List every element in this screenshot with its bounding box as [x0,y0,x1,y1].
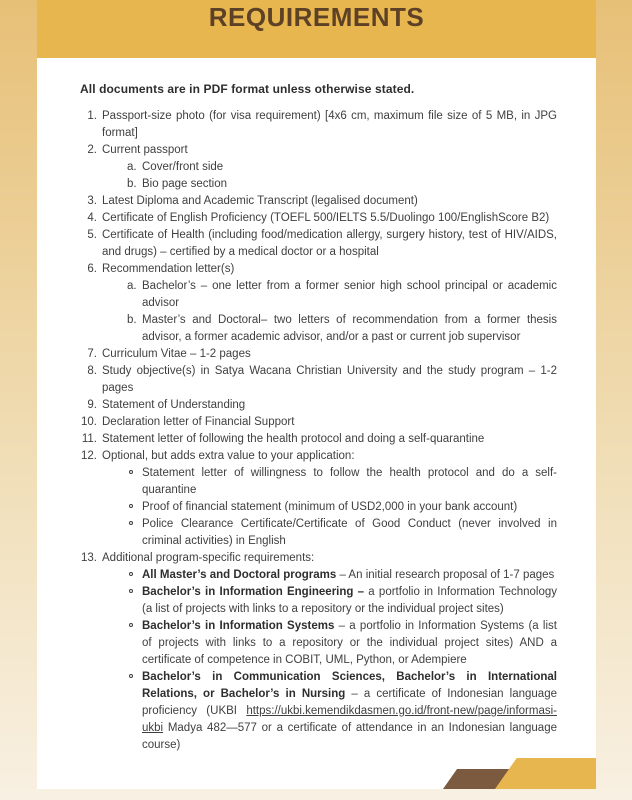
sub-list-item [127,584,557,618]
item-text [102,448,557,465]
ukbi-link[interactable]: https://ukbi.kemendikdasmen.go.id/front-new/page/informasi-ukbi [142,705,557,734]
bold-text: Bachelor’s in Information Engineering – [142,586,369,598]
circle-bullet-icon [127,669,142,686]
list-item [80,346,557,363]
item-number: 5. [87,229,97,241]
item-letter: b. [127,178,137,190]
item-text [102,363,557,397]
sub-item-text [142,465,557,499]
sub-list-item [127,567,557,584]
item-letter: b. [127,314,137,326]
sub-item-text [142,312,557,346]
text: Proof of financial statement (minimum of USD2,000 in your bank account) [142,501,518,513]
item-letter: a. [127,161,137,173]
text: Statement of Understanding [102,399,246,411]
circle-bullet-icon [127,499,142,516]
circle-bullet-icon [127,465,142,482]
sub-item-text [142,159,557,176]
list-item [80,414,557,431]
list-item [80,550,557,754]
text: Additional program-specific requirements: [102,552,315,564]
sub-item-text [142,669,557,754]
text: Certificate of English Proficiency (TOEFL 500/IELTS 5.5/Duolingo 100/EnglishScore B2) [102,212,550,224]
circle-bullet-icon [127,618,142,635]
corner-shape-gold [495,758,596,789]
sub-list-item [127,516,557,550]
sub-list-item [127,618,557,669]
text: Certificate of Health (including food/medication allergy, surgery history, test of HIV/AIDS, and drugs) – certified by a medical doctor or a hospital [102,229,557,258]
list-item [80,210,557,227]
text: Latest Diploma and Academic Transcript (legalised document) [102,195,418,207]
list-item [80,261,557,346]
circle-bullet-icon [127,567,142,584]
list-item [80,431,557,448]
text: – a portfolio in Information Systems (a list of projects with links to a repository or the individual project sites) AND a certificate of competence in COBIT, UML, Python, or Adempiere [142,620,557,666]
item-text [102,550,557,567]
sub-list-item [127,312,557,346]
item-number: 13. [81,552,97,564]
item-text [102,193,557,210]
requirements-list [80,108,557,754]
item-number: 2. [87,144,97,156]
list-item [80,363,557,397]
text: Statement letter of following the health protocol and doing a self-quarantine [102,433,485,445]
text: Madya 482—577 or a certificate of attendance in an Indonesian language course) [142,722,557,751]
text: Curriculum Vitae – 1-2 pages [102,348,251,360]
item-number: 8. [87,365,97,377]
list-item [80,227,557,261]
sub-item-text [142,278,557,312]
header-band [37,0,596,58]
circle-bullet-icon [127,584,142,601]
card-body [37,58,596,789]
bold-text: Bachelor’s in Information Systems [142,620,335,632]
item-text [102,431,557,448]
item-letter: a. [127,280,137,292]
sub-item-text [142,516,557,550]
document-card [37,0,596,789]
text: Statement letter of willingness to follow the health protocol and do a self-quarantine [142,467,557,496]
item-text [102,261,557,278]
sub-list-item [127,278,557,312]
text: Police Clearance Certificate/Certificate of Good Conduct (never involved in criminal activities) in English [142,518,557,547]
bold-text: Bachelor’s in Communication Sciences, Bachelor’s in International Relations, or Bachelor’s in Nursing [142,671,557,700]
list-item [80,142,557,193]
sub-item-text [142,176,557,193]
item-number: 4. [87,212,97,224]
bold-text: All Master’s and Doctoral programs [142,569,337,581]
sub-list-item [127,159,557,176]
sub-list-item [127,499,557,516]
item-number: 6. [87,263,97,275]
text: Passport-size photo (for visa requirement) [4x6 cm, maximum file size of 5 MB, in JPG format] [102,110,557,139]
text: Optional, but adds extra value to your application: [102,450,355,462]
intro-note: All documents are in PDF format unless otherwise stated. [80,82,415,96]
item-number: 3. [87,195,97,207]
item-number: 11. [81,433,97,445]
item-number: 12. [81,450,97,462]
page-title: REQUIREMENTS [208,2,425,32]
item-text [102,397,557,414]
sub-item-text [142,618,557,669]
list-item [80,193,557,210]
item-number: 1. [87,110,97,122]
item-number: 7. [87,348,97,360]
sub-item-text [142,584,557,618]
text: Bachelor’s – one letter from a former senior high school principal or academic advisor [142,280,557,309]
text: Cover/front side [142,161,224,173]
item-number: 10. [81,416,97,428]
sub-list-item [127,669,557,754]
list-item [80,108,557,142]
list-item [80,397,557,414]
sub-item-text [142,499,557,516]
sub-item-text [142,567,557,584]
text: Study objective(s) in Satya Wacana Christian University and the study program – 1-2 pages [102,365,557,394]
text: – a certificate of Indonesian language proficiency (UKBI [142,688,557,717]
item-text [102,227,557,261]
item-number: 9. [87,399,97,411]
item-text [102,108,557,142]
sub-list-item [127,176,557,193]
sub-list-item [127,465,557,499]
text: Declaration letter of Financial Support [102,416,295,428]
item-text [102,346,557,363]
circle-bullet-icon [127,516,142,533]
text: – An initial research proposal of 1-7 pages [336,569,555,581]
text: Recommendation letter(s) [102,263,235,275]
item-text [102,414,557,431]
text: a portfolio in Information Technology (a list of projects with links to a repository or the individual project sites) [142,586,557,615]
item-text [102,210,557,227]
item-text [102,142,557,159]
text: Bio page section [142,178,228,190]
text: Master’s and Doctoral– two letters of recommendation from a former thesis advisor, a former academic advisor, and/or a past or current job supervisor [142,314,557,343]
list-item [80,448,557,550]
text: Current passport [102,144,188,156]
